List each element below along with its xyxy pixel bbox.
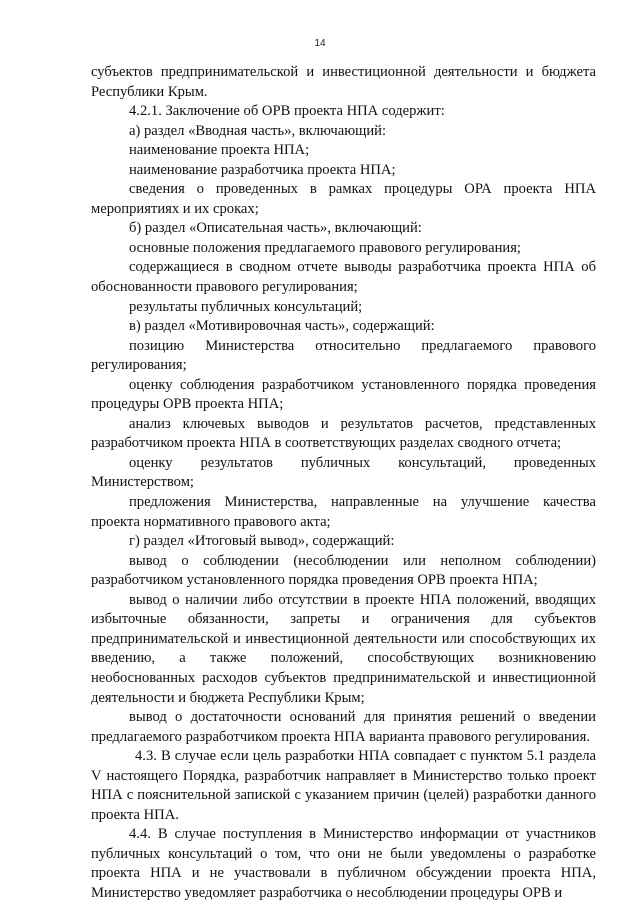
paragraph: субъектов предпринимательской и инвестиционной деятельности и бюджета Республики Крым. (91, 64, 596, 100)
paragraph: 4.2.1. Заключение об ОРВ проекта НПА содержит: (129, 103, 445, 120)
paragraph: а) раздел «Вводная часть», включающий: (129, 122, 387, 139)
paragraph: результаты публичных консультаций; (129, 298, 363, 315)
page-number: 14 (314, 38, 326, 49)
paragraph: наименование разработчика проекта НПА; (129, 161, 396, 178)
paragraph: вывод о достаточности оснований для принятия решений о введении предлагаемого разработчиком проекта НПА варианта правового регулирования. (91, 709, 596, 745)
paragraph: б) раздел «Описательная часть», включающий: (129, 220, 422, 237)
paragraph: наименование проекта НПА; (129, 142, 310, 159)
paragraph: основные положения предлагаемого правового регулирования; (129, 239, 521, 256)
paragraph: сведения о проведенных в рамках процедуры ОРА проекта НПА мероприятиях и их сроках; (91, 181, 596, 217)
paragraph: в) раздел «Мотивировочная часть», содержащий: (129, 318, 435, 335)
paragraph: предложения Министерства, направленные на улучшение качества проекта нормативного правового акта; (91, 494, 596, 530)
paragraph: анализ ключевых выводов и результатов расчетов, представленных разработчиком проекта НПА в соответствующих разделах сводного отчета; (91, 415, 596, 452)
paragraph: г) раздел «Итоговый вывод», содержащий: (129, 533, 395, 550)
paragraph: вывод о наличии либо отсутствии в проекте НПА положений, вводящих избыточные обязанности, запреты и ограничения для субъектов предпринимательской и инвестиционной деятельности или способствующих их введению, а также положений, способствующих возникновению необоснованных расходов субъектов предпринимательской и инвестиционной деятельности и бюджета Республики Крым; (91, 591, 596, 706)
paragraph: оценку соблюдения разработчиком установленного порядка проведения процедуры ОРВ проекта НПА; (91, 376, 596, 413)
paragraph: вывод о соблюдении (несоблюдении или неполном соблюдении) разработчиком установленного порядка проведения ОРВ проекта НПА; (91, 552, 596, 589)
document-body (91, 63, 596, 904)
paragraph: 4.3. В случае если цель разработки НПА совпадает с пунктом 5.1 раздела V настоящего Порядка, разработчик направляет в Министерство только проект НПА с пояснительной запиской с указанием причин (целей) разработки данного проекта НПА. (91, 748, 596, 823)
paragraph: содержащиеся в сводном отчете выводы разработчика проекта НПА об обоснованности правового регулирования; (91, 259, 596, 296)
paragraph: позицию Министерства относительно предлагаемого правового регулирования; (91, 337, 596, 374)
paragraph: оценку результатов публичных консультаций, проведенных Министерством; (91, 454, 596, 491)
paragraph: 4.4. В случае поступления в Министерство информации от участников публичных консультаций о том, что они не были уведомлены о разработке проекта НПА и не участвовали в публичном обсуждении проекта НПА, Министерство уведомляет разработчика о несоблюдении процедуры ОРВ и (91, 826, 596, 901)
